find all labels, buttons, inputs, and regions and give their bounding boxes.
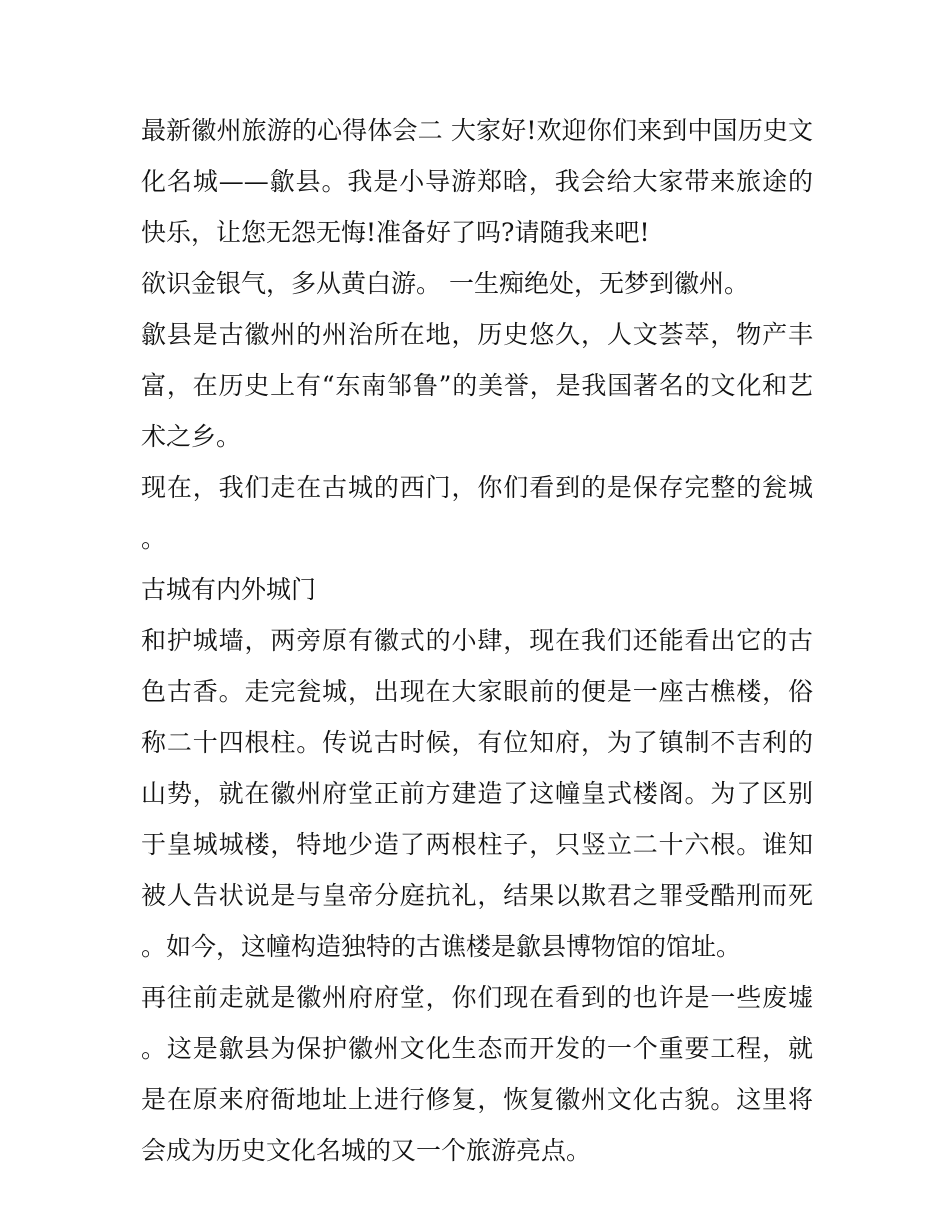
paragraph-shexian-history: 歙县是古徽州的州治所在地，历史悠久，人文荟萃，物产丰富，在历史上有“东南邹鲁”的美誉，是我国著名的文化和艺术之乡。: [141, 320, 813, 451]
document-body: [141, 105, 813, 1176]
paragraph-prefecture-hall: 再往前走就是徽州府府堂，你们现在看到的也许是一些废墟。这是歙县为保护徽州文化生态而开发的一个重要工程，就是在原来府衙地址上进行修复，恢复徽州文化古貌。这里将会成为历史文化名城的又一个旅游亮点。: [141, 983, 813, 1165]
paragraph-watchtower: 和护城墙，两旁原有徽式的小肆，现在我们还能看出它的古色古香。走完瓮城，出现在大家眼前的便是一座古樵楼，俗称二十四根柱。传说古时候，有位知府，为了镇制不吉利的山势，就在徽州府堂正前方建造了这幢皇式楼阁。为了区别于皇城城楼，特地少造了两根柱子，只竖立二十六根。谁知被人告状说是与皇帝分庭抗礼，结果以欺君之罪受酷刑而死。如今，这幢构造独特的古谯楼是歙县博物馆的馆址。: [141, 626, 813, 961]
paragraph-intro: 最新徽州旅游的心得体会二 大家好!欢迎你们来到中国历史文化名城——歙县。我是小导游郑晗，我会给大家带来旅途的快乐，让您无怨无悔!准备好了吗?请随我来吧!: [141, 116, 813, 247]
paragraph-west-gate: 现在，我们走在古城的西门，你们看到的是保存完整的瓮城。: [141, 473, 813, 553]
paragraph-city-gates: 古城有内外城门: [141, 575, 317, 604]
paragraph-poem: 欲识金银气，多从黄白游。 一生痴绝处，无梦到徽州。: [141, 269, 749, 298]
